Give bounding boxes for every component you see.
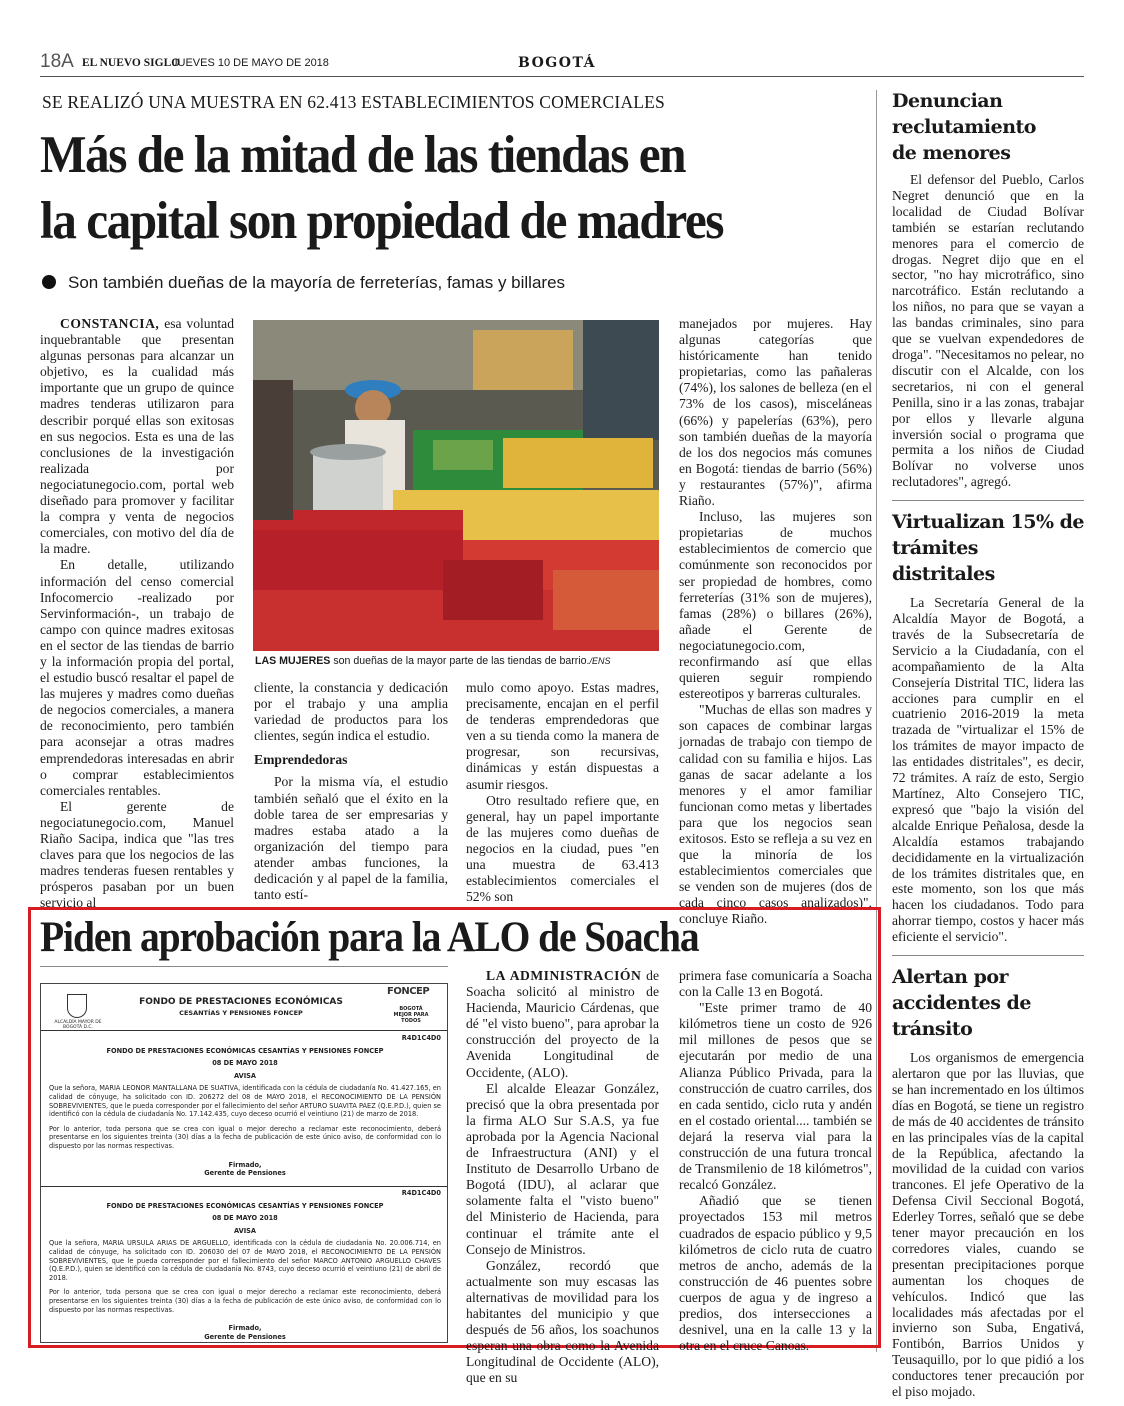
main-col1-para-2: En detalle, utilizando información del censo comercial Infocomercio -realizado por Servinformación-, un trabajo de campo con quince madres exitosas en el sector de las tiendas de barrio y la información propia del portal, el estudio buscó resaltar el papel de las mujeres y madres como dueñas de negocios comerciales, a manera de reconocimiento, pero también para aconsejar a otras madres emprendedoras interesadas en abrir o comprar establecimientos comerciales rentables. xyxy=(40,557,234,798)
main-col1-para-3: El gerente de negociatunegocio.com, Manuel Riaño Sacipa, indica que "las tres claves para que los negocios de las madres tenderas fuesen rentables y prósperos pasaban por un buen servicio al xyxy=(40,798,234,911)
main-col2-para-2: Por la misma vía, el estudio también señaló que el éxito en la doble tarea de ser empresarias y madres estaba atado a la organización del tiempo para atender ambas funciones, la dedicación y al papel de la familia, tanto estí- xyxy=(254,774,448,903)
notice-signed: Firmado, xyxy=(228,1160,262,1169)
header-rule xyxy=(40,76,1084,77)
notice-block-2 xyxy=(49,1189,441,1341)
alo-col2-para-1: primera fase comunicaría a Soacha con la Calle 13 en Bogotá. xyxy=(679,968,872,1000)
sidebar-divider xyxy=(892,955,1084,956)
alcaldia-label: ALCALDÍA MAYOR DE BOGOTÁ D.C. xyxy=(54,1020,102,1030)
alo-lead: LA ADMINISTRACIÓN xyxy=(486,968,642,983)
notice-body-1: Que la señora, MARIA LEONOR MANTALLANA DE SUATIVA, identificada con la cédula de ciudadanía No. 41.427.165, en calidad de cónyuge, ha solicitado con ID. 206272 del 08 de MAYO 2018, el RECONOCIMIENTO DE LA PENSIÓN SOBREVIVIENTES, que le pueda corresponder por el fallecimiento del señor ARTURO SUAVITA PAEZ (Q.E.P.D.), quien se identificó con la cédula de ciudadanía No. 17.142.435, cuyo deceso ocurrió el veintiuno (21) de marzo de 2018. xyxy=(49,1084,441,1119)
main-col1-para-1: esa voluntad inquebrantable que presentan algunas personas para alcanzar un objetivo, es la cualidad más importante que un grupo de quince madres tenderas utilizaron para describir porqué ellas son exitosas en sus negocios. Esta es una de las conclusiones de la investigación realizada por negociatunegocio.com, portal web diseñado para promover y facilitar la compra y venta de negocios comerciales, con motivo del día de la madre. xyxy=(40,316,234,557)
alo-headline-rule xyxy=(40,966,448,967)
notice-signer: Gerente de Pensiones xyxy=(204,1169,286,1178)
bogota-crest-icon xyxy=(67,994,87,1018)
main-col4-para-1: manejados por mujeres. Hay algunas categorías que históricamente han tenido propietarias, como las pañaleras (74%), los salones de belleza (en el 73% de los casos), misceláneas (66%) y papelerías (63%), pero son también dueñas de la mayoría de los dos negocios más comunes en Bogotá: tiendas de barrio (56%) y restaurantes (57%)", afirma Riaño. xyxy=(679,316,872,509)
alo-headline: Piden aprobación para la ALO de Soacha xyxy=(40,914,699,961)
notice-avisa: AVISA xyxy=(233,1071,257,1080)
section-name: BOGOTÁ xyxy=(518,55,596,71)
page-header xyxy=(40,50,1084,76)
main-col4-para-2: Incluso, las mujeres son propietarias de muchos establecimientos de comercio que comúnmente son reconocidos por ser propiedad de hombres, como ferreterías (31% son de mujeres), famas (28%) o billares (26%), añade el Gerente de negociatunegocio.com, reconfirmando así que ellas quieren seguir rompiendo estereotipos y barreras culturales. xyxy=(679,509,872,702)
notice-body-3: Que la señora, MARIA URSULA ARIAS DE ARGUELLO, identificada con la cédula de ciudadanía No. 20.006.714, en calidad de cónyuge, ha solicitado con ID. 206030 del 07 de MAYO 2018, el RECONOCIMIENTO DE LA PENSIÓN SOBREVIVIENTES, que le pueda corresponder por el fallecimiento del señor MARCO ANTONIO ARGUELLO CHAVES (Q.E.P.D.), quien se identificó con la cédula de ciudadanía No. 8743, cuyo deceso ocurrió el veintiuno (21) de abril de 2018. xyxy=(49,1239,441,1282)
main-col-2 xyxy=(254,680,448,903)
sidebar-text-2: La Secretaría General de la Alcaldía Mayor de Bogotá, a través de la Subsecretaría de Servicio a la Ciudadanía, con el acompañamiento de la Alta Consejería Distrital TIC, lidera las acciones para cumplir en el cuatrienio 2016-2019 la meta trazada de "virtualizar el 15% de los trámites de mayor impacto de las entidades distritales", es decir, 72 trámites. A raíz de esto, Sergio Martínez, Alto Consejero TIC, expresó que "bajo la visión del alcalde Enrique Peñalosa, desde la Alcaldía estamos trabajando decididamente en la virtualización de los trámites distritales que, en este momento, son los que más hacen los ciudadanos. Todo para ahorrar tiempo, costos y hacer más eficiente el servicio". xyxy=(892,595,1084,945)
subheadline xyxy=(42,273,565,293)
notice-title: FONDO DE PRESTACIONES ECONÓMICAS xyxy=(139,997,343,1007)
main-col-4 xyxy=(679,316,872,928)
newspaper-name: EL NUEVO SIGLO xyxy=(82,57,181,69)
notice-divider xyxy=(41,1030,447,1031)
main-col-3 xyxy=(466,680,659,905)
notice-divider xyxy=(41,1186,447,1187)
alo-col-2 xyxy=(679,968,872,1354)
issue-date: JUEVES 10 DE MAYO DE 2018 xyxy=(172,57,329,69)
notice-subtitle: CESANTÍAS Y PENSIONES FONCEP xyxy=(179,1009,303,1017)
sidebar-title-2: Virtualizan 15% de trámites distritales xyxy=(892,511,1084,586)
market-photo-illustration xyxy=(253,320,659,651)
photo-caption xyxy=(255,655,665,667)
notice-body-4: Por lo anterior, toda persona que se crea con igual o mejor derecho a reclamar este reconocimiento, deberá presentarse en los siguientes treinta (30) días a la fecha de publicación de este único aviso, de conformidad con lo dispuesto por las normas respectivas. xyxy=(49,1288,441,1314)
main-headline xyxy=(40,122,812,254)
subheadline-text: Son también dueñas de la mayoría de ferreterías, famas y billares xyxy=(68,273,566,292)
alo-col1-para-2: El alcalde Eleazar González, precisó que la obra presentada por la firma ALO Sur S.A.S, ya fue aprobada por la Agencia Nacional de Infraestructura (ANI) y el Instituto de Desarrollo Urbano de Bogotá (IDU), al aclarar que solamente falta el "visto bueno" del Ministerio de Hacienda, para continuar el trámite ante el Consejo de Ministros. xyxy=(466,1080,659,1257)
main-col-1 xyxy=(40,316,234,911)
foncep-logo: FONCEP xyxy=(387,986,430,997)
alo-col2-para-2: "Este primer tramo de 40 kilómetros tiene un costo de 926 mil millones de pesos que se ejecutarán por medio de una Alianza Público Privada, para la construcción de cuatro carriles, dos en cada sentido, ciclo ruta y andén en el costado oriental.... también se dejará la reserva vial para la construcción de una futura troncal de Transmilenio de 18 kilómetros", recalcó González. xyxy=(679,1000,872,1193)
headline-line-1: Más de la mitad de las tiendas en xyxy=(40,126,686,184)
subhead-emprendedoras: Emprendedoras xyxy=(254,752,348,768)
main-col3-para-2: Otro resultado refiere que, en general, hay un papel importante de las mujeres como dueñas de negocios en la ciudad, pues "en una muestra de 63.413 establecimientos comerciales el 52% son xyxy=(466,792,659,905)
caption-text: son dueñas de la mayor parte de las tiendas de barrio. xyxy=(333,655,590,667)
notice-signer: Gerente de Pensiones xyxy=(204,1332,286,1341)
sidebar-text-3: Los organismos de emergencia alertaron que por las lluvias, que se han incrementado en los últimos días en Bogotá, se tiene un registro de más de 40 accidentes de tránsito en las principales vías de la capital de la República, afectando la movilidad de la cuidad con varios trancones. El jefe Operativo de la Defensa Civil Seccional Bogotá, Ederley Torres, señaló que se debe tener mayor precaución en los corredores viales, cuando se presentan precipitaciones porque aumentan los choques de vehículos. Indicó que las localidades más afectadas por el invierno son Suba, Engativá, Fontibón, Barrios Unidos y Teusaquillo, por lo que pidió a los conductores tener precaución por el piso mojado. xyxy=(892,1050,1084,1400)
notice-block-1 xyxy=(49,1034,441,1178)
notice-code: R4D1C4D0 xyxy=(401,1034,441,1042)
notice-entity: FONDO DE PRESTACIONES ECONÓMICAS CESANTÍAS Y PENSIONES FONCEP xyxy=(106,1046,384,1055)
notice-body-2: Por lo anterior, toda persona que se crea con igual o mejor derecho a reclamar este reconocimiento, deberá presentarse en los siguientes treinta (30) días a la fecha de publicación de este único aviso, de conformidad con lo dispuesto por las normas respectivas. xyxy=(49,1124,441,1150)
notice-avisa: AVISA xyxy=(233,1226,257,1235)
headline-line-2: la capital son propiedad de madres xyxy=(40,192,723,250)
sidebar-text-1: El defensor del Pueblo, Carlos Negret denunció que en la localidad de Ciudad Bolívar también se estarían reclutando menores para el comercio de drogas. Negret dijo que en el sector, "no hay microtráfico, sino narcotráfico. Están reclutando a los niños, no para que se vayan a las bandas criminales, sino para que se vuelvan expendedores de droga". "Necesitamos no pelear, no discutir con el Alcalde, con los secretarios, ni con el general Penilla, sino ir a las zonas, trabajar por ellos y llevarle alguna inversión social o programa que permita a los niños de Ciudad Bolívar no volverse unos reclutadores", agregó. xyxy=(892,172,1084,490)
caption-lead: LAS MUJERES xyxy=(255,655,331,667)
notice-code: R4D1C4D0 xyxy=(401,1189,441,1197)
alo-col1-para-1: de Soacha solicitó al ministro de Hacienda, Mauricio Cárdenas, que dé "el visto bueno", para aprobar la construcción del proyecto de la Avenida Longitudinal de Occidente, (ALO). xyxy=(466,968,659,1080)
page-number: 18A xyxy=(40,51,74,72)
lead-word: CONSTANCIA, xyxy=(60,316,160,331)
market-photo xyxy=(253,320,659,651)
sidebar-title-1: Denuncian reclutamiento de menores xyxy=(892,90,1036,164)
foncep-notice xyxy=(40,983,448,1343)
photo-credit: /ENS xyxy=(589,656,611,666)
notice-date: 08 DE MAYO 2018 xyxy=(212,1214,278,1223)
main-col3-para-1: mulo como apoyo. Estas madres, precisamente, encajan en el perfil de tenderas emprendedoras que ven a su tienda como la manera de progresar, son recursivas, dinámicas y están dispuestas a asumir riesgos. xyxy=(466,680,659,792)
notice-entity: FONDO DE PRESTACIONES ECONÓMICAS CESANTÍAS Y PENSIONES FONCEP xyxy=(106,1201,384,1210)
sidebar-title-3: Alertan por accidentes de tránsito xyxy=(892,966,1031,1041)
alo-col-1 xyxy=(466,968,659,1386)
bullet-icon xyxy=(42,275,56,289)
main-col2-para-1: cliente, la constancia y dedicación por el trabajo y una amplia variedad de productos para los clientes, según indica el estudio. xyxy=(254,680,448,744)
alo-col2-para-3: Añadió que se tienen proyectados 153 mil metros cuadrados de espacio público y 9,5 kilómetros de ciclo ruta de cuatro metros de ancho, además de la construcción de 46 puentes sobre cuerpos de agua y de ingreso a predios, dos intersecciones a desnivel, una en la calle 13 y la otra en el cruce Canoas. xyxy=(679,1193,872,1354)
main-col4-para-3: "Muchas de ellas son madres y son capaces de combinar largas jornadas de trabajo con tiempo de calidad con su familia e hijos. Las ganas de sacar adelante a los menores y el amor familiar funcionan como metas y libertades para que los negocios sean exitosos. Esto se refleja a su vez en que la minoría de los establecimientos comerciales que se venden son de mujeres (dos de cada cinco casos analizados)", concluye Riaño. xyxy=(679,702,872,927)
alo-col1-para-3: González, recordó que actualmente son muy escasas las alternativas de movilidad para los habitantes del municipio y que después de 56 años, los soachunos esperan una obra como la Avenida Longitudinal de Occidente (ALO), que en su xyxy=(466,1257,659,1386)
sidebar-divider xyxy=(892,500,1084,501)
kicker: SE REALIZÓ UNA MUESTRA EN 62.413 ESTABLECIMIENTOS COMERCIALES xyxy=(42,92,665,112)
notice-date: 08 DE MAYO 2018 xyxy=(212,1059,278,1068)
notice-signed: Firmado, xyxy=(228,1324,262,1333)
sidebar xyxy=(892,88,1084,1400)
bogota-mejor-logo: BOGOTÁ MEJOR PARA TODOS xyxy=(393,1006,429,1024)
